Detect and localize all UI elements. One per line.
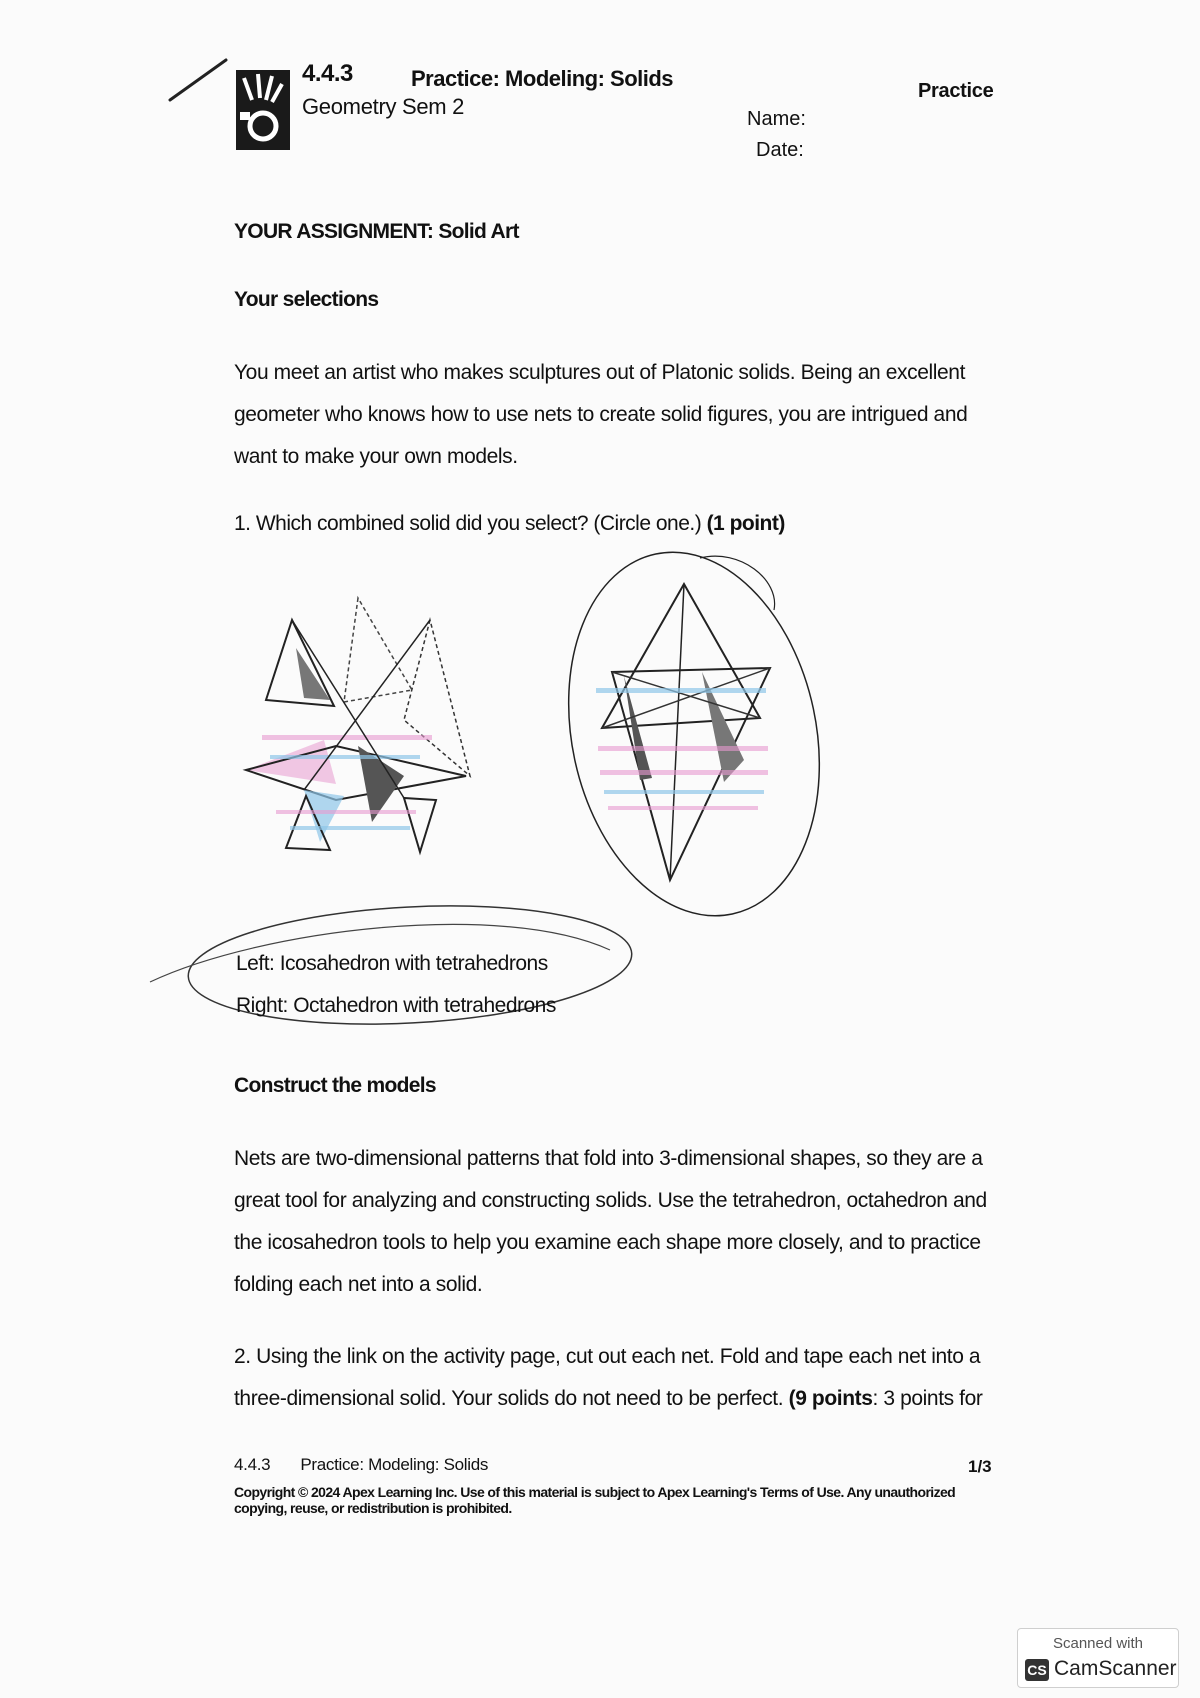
lesson-number: 4.4.3 [302,60,353,87]
question-2 [234,1336,1014,1420]
selection-circle-mark [536,529,851,940]
construct-heading: Construct the models [234,1074,436,1097]
question-1-points: (1 point) [706,512,785,535]
option-left: Left: Icosahedron with tetrahedrons [236,952,548,975]
footer-lesson [234,1455,488,1475]
copyright-notice: Copyright © 2024 Apex Learning Inc. Use of this material is subject to Apex Learning's Terms of Use. Any unauthorized copying, reuse, or redistribution is prohibited. [234,1484,956,1516]
option-right: Right: Octahedron with tetrahedrons [236,994,556,1017]
question-2-points-rest: : 3 points for [872,1387,983,1410]
camscanner-logo-icon: CS [1025,1659,1049,1681]
footer-lesson-title: Practice: Modeling: Solids [300,1455,489,1474]
name-label: Name: [747,108,806,130]
selections-heading: Your selections [234,288,379,311]
scanner-caption: Scanned with [1052,1635,1144,1652]
page-number: 1/3 [968,1457,992,1476]
intro-paragraph: You meet an artist who makes sculptures out of Platonic solids. Being an excellent geometer who knows how to use nets to create solid figures, you are intrigued and want to make your own models. [234,361,968,468]
question-2-text: 2. Using the link on the activity page, cut out each net. Fold and tape each net into a three-dimensional solid. Your solids do not need to be perfect. [234,1345,981,1410]
doc-type-label: Practice [918,80,994,102]
date-label: Date: [756,139,804,161]
question-1-text: 1. Which combined solid did you select? (Circle one.) [234,512,707,535]
icosahedron-star-figure [246,598,470,852]
question-2-points: (9 points [788,1387,873,1410]
scanner-brand: CamScanner [1054,1657,1177,1680]
course-name: Geometry Sem 2 [302,94,465,119]
construct-paragraph: Nets are two-dimensional patterns that fold into 3-dimensional shapes, so they are a great tool for analyzing and constructing solids. Use the tetrahedron, octahedron and the icosahedron tools to help you examine each shape more closely, and to practice folding each net into a solid. [234,1147,987,1296]
camscanner-watermark [1017,1628,1179,1688]
footer-lesson-number: 4.4.3 [234,1455,271,1474]
lesson-title: Practice: Modeling: Solids [411,66,674,91]
octahedron-star-figure [596,584,770,880]
assignment-title: YOUR ASSIGNMENT: Solid Art [234,220,519,243]
